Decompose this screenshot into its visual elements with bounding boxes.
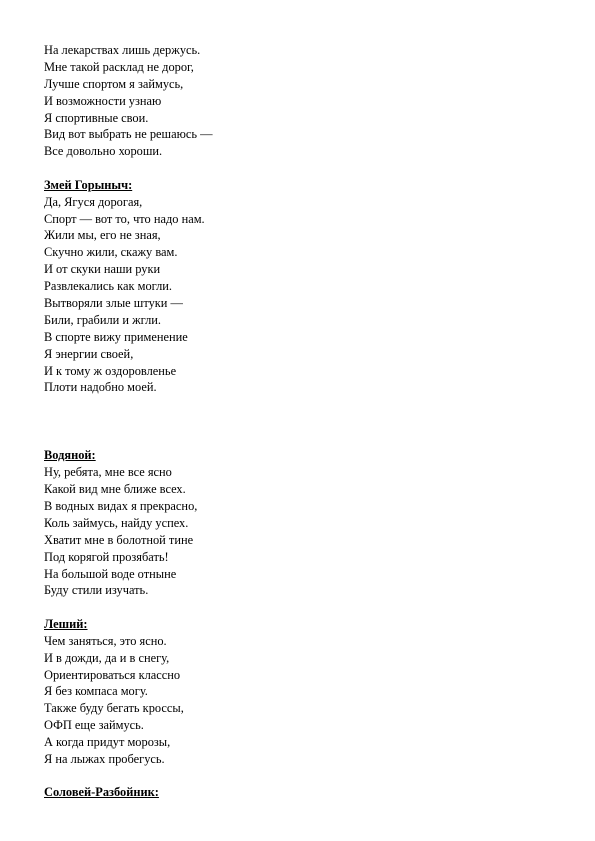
verse-line: Вытворяли злые штуки — [44,295,183,310]
verse-line: Я энергии своей, [44,346,134,361]
verse-line: Я без компаса могу. [44,684,148,699]
document-page [44,42,564,801]
verse-line: Мне такой расклад не дорог, [44,59,194,74]
vodyanoy-stanza [44,447,564,599]
stanza-gap [44,396,564,447]
verse-line: На лекарствах лишь держусь. [44,43,201,57]
stanza-gap [44,160,564,177]
stanza-gap [44,768,564,785]
speaker-leshiy: Леший: [44,616,88,631]
verse-line: Какой вид мне ближе всех. [44,482,186,497]
verse-line: И возможности узнаю [44,93,162,108]
speaker-vodyanoy: Водяной: [44,448,96,463]
verse-line: Лучше спортом я займусь, [44,76,184,91]
verse-line: Коль займусь, найду успех. [44,515,189,530]
speaker-zmey-gorynych: Змей Горыныч: [44,177,133,192]
leshiy-stanza [44,616,564,768]
verse-line: Спорт — вот то, что надо нам. [44,211,205,226]
verse-line: В спорте вижу применение [44,329,188,344]
verse-line: Под корягой прозябать! [44,549,169,564]
stanza-gap [44,599,564,616]
stanza-1 [44,42,564,160]
verse-line: В водных видах я прекрасно, [44,498,198,513]
verse-line: Чем заняться, это ясно. [44,633,167,648]
verse-line: Жили мы, его не зная, [44,228,161,243]
speaker-solovey-razboynik: Соловей-Разбойник: [44,785,159,800]
verse-line: Ну, ребята, мне все ясно [44,465,172,480]
verse-line: Да, Ягуся дорогая, [44,194,143,209]
verse-line: Буду стили изучать. [44,583,149,598]
verse-line: Били, грабили и жгли. [44,312,162,327]
verse-line: Вид вот выбрать не решаюсь — [44,127,213,142]
verse-line: Я на лыжах пробегусь. [44,751,165,766]
verse-line: На большой воде отныне [44,566,177,581]
verse-line: Ориентироваться классно [44,667,181,682]
verse-line: И в дожди, да и в снегу, [44,650,170,665]
verse-line: Все довольно хороши. [44,144,163,159]
verse-line: И от скуки наши руки [44,262,161,277]
verse-line: Плоти надобно моей. [44,380,157,395]
verse-line: А когда придут морозы, [44,735,171,750]
verse-line: И к тому ж оздоровленье [44,363,177,378]
verse-line: Развлекались как могли. [44,279,173,294]
verse-line: Скучно жили, скажу вам. [44,245,178,260]
verse-line: Также буду бегать кроссы, [44,701,184,716]
solovey-stanza [44,784,564,801]
verse-line: ОФП еще займусь. [44,718,144,733]
verse-line: Хватит мне в болотной тине [44,532,194,547]
verse-line: Я спортивные свои. [44,110,149,125]
zmey-stanza [44,177,564,397]
